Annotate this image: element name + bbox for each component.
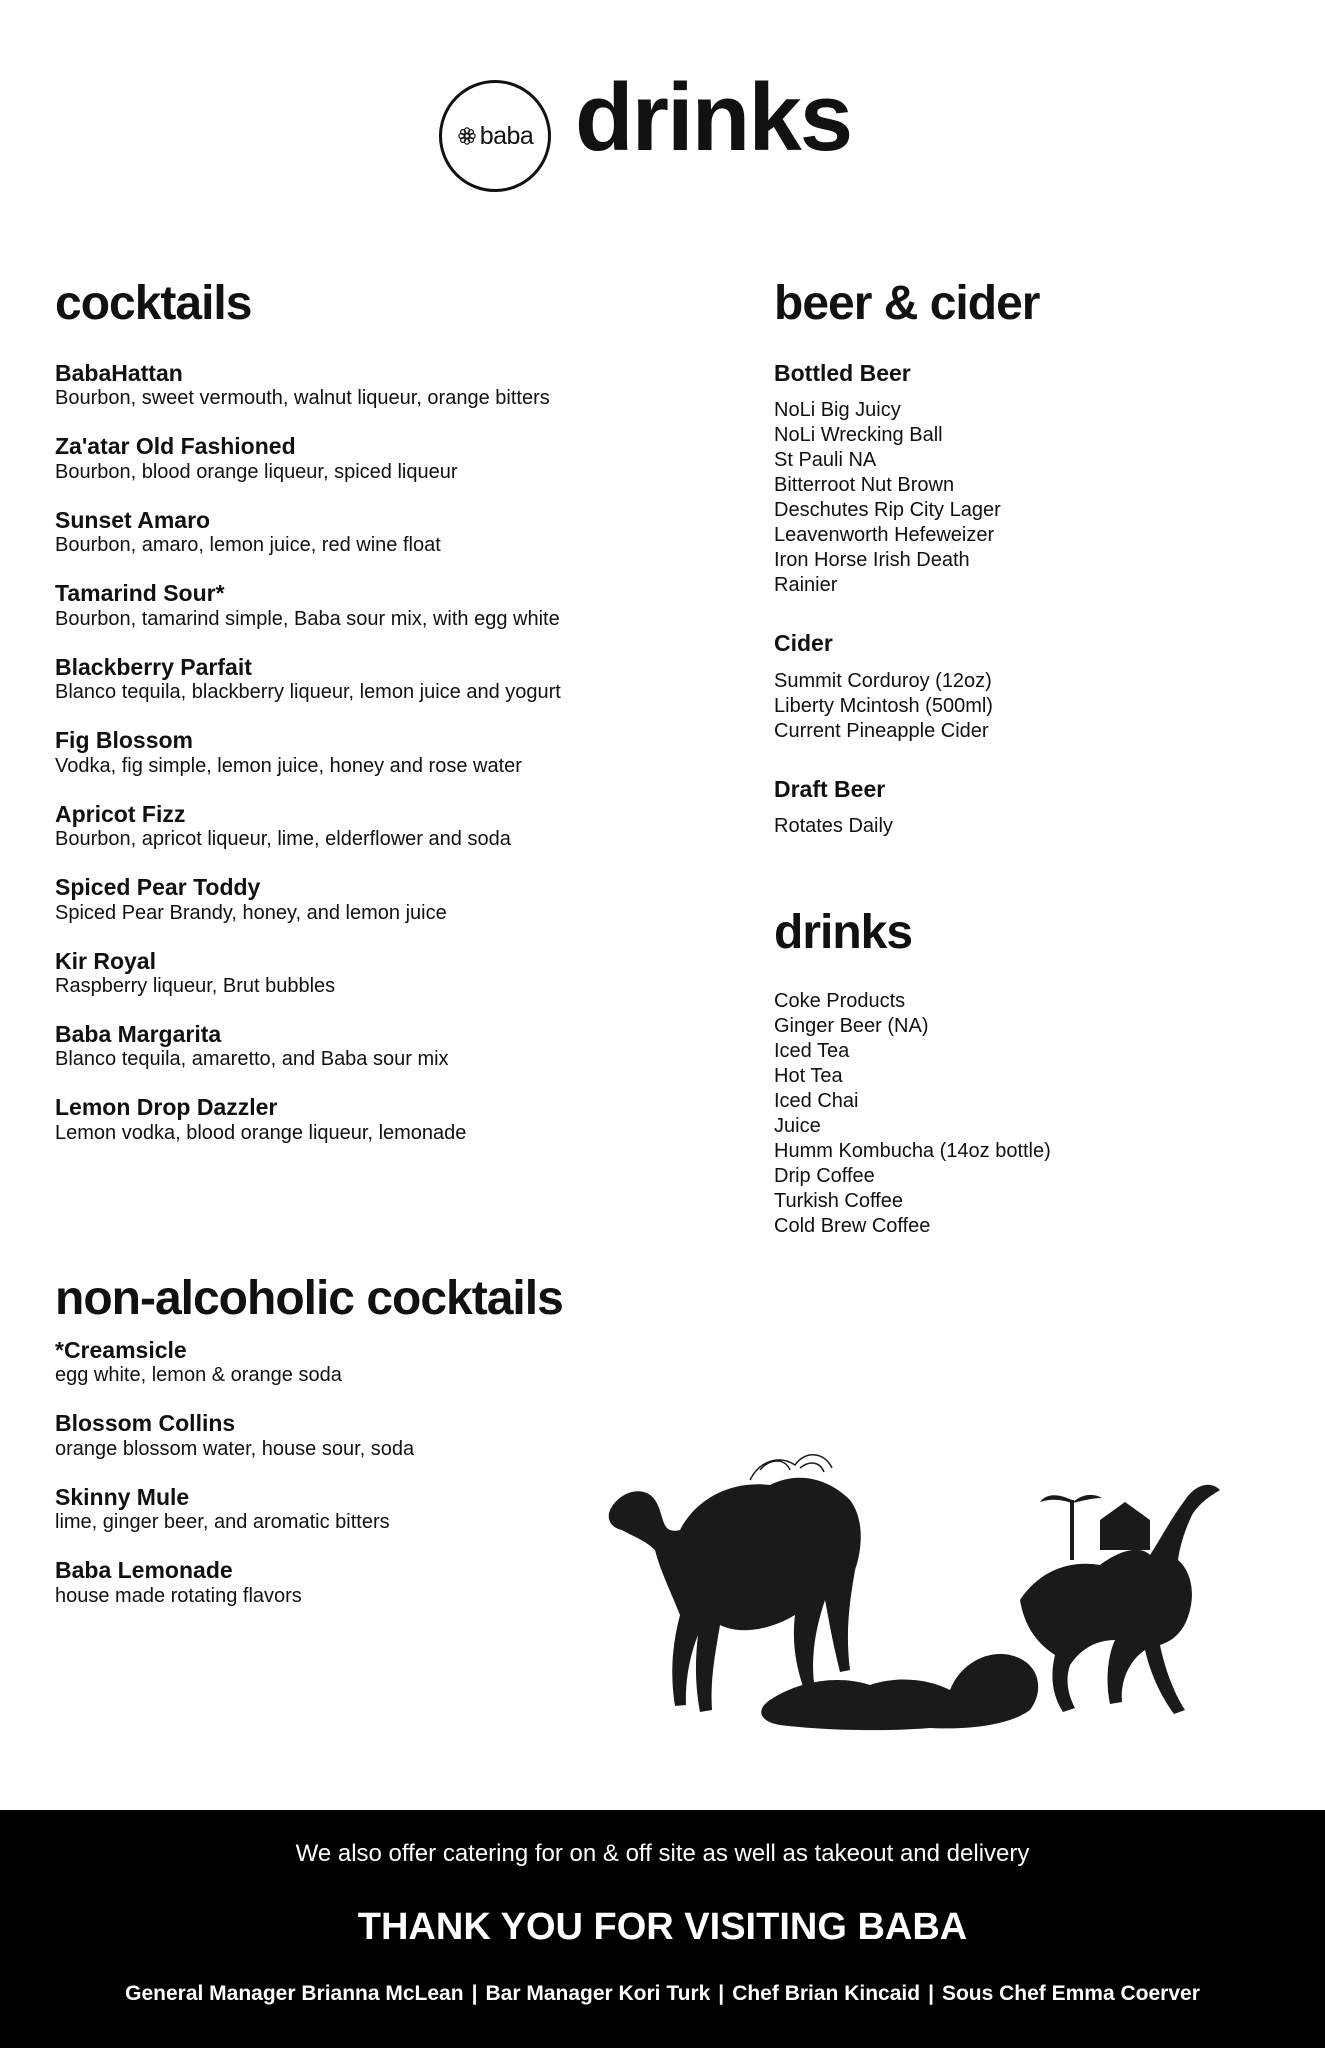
menu-item-description: Bourbon, apricot liqueur, lime, elderflower and soda <box>55 828 511 851</box>
staff-credits <box>0 1982 1325 2006</box>
menu-item-name: Tamarind Sour* <box>55 580 225 607</box>
header <box>0 64 1325 210</box>
menu-item-name: Apricot Fizz <box>55 800 186 827</box>
menu-item-name: Fig Blossom <box>55 727 194 754</box>
drinks-list <box>774 989 1274 1239</box>
cocktail-list <box>55 360 695 1146</box>
menu-item-name: Lemon Drop Dazzler <box>55 1094 278 1121</box>
menu-item <box>55 1410 695 1461</box>
menu-item <box>55 727 695 778</box>
bottled-beer-item: NoLi Big Juicy <box>774 399 901 422</box>
cider-heading: Cider <box>774 630 833 657</box>
menu-item-name: Kir Royal <box>55 947 156 974</box>
cider-item: Liberty Mcintosh (500ml) <box>774 694 993 717</box>
drink-item: Hot Tea <box>774 1065 843 1088</box>
draft-beer-item: Rotates Daily <box>774 815 893 838</box>
separator: | <box>471 1982 478 2005</box>
drink-item: Turkish Coffee <box>774 1190 903 1213</box>
page-title: drinks <box>575 64 852 171</box>
menu-item <box>55 433 695 484</box>
menu-item-description: house made rotating flavors <box>55 1584 302 1607</box>
drink-item: Cold Brew Coffee <box>774 1215 931 1238</box>
staff-credit: Chef Brian Kincaid <box>732 1982 921 2005</box>
menu-item <box>55 654 695 705</box>
beer-cider-title: beer & cider <box>774 277 1040 330</box>
menu-item <box>55 874 695 925</box>
menu-item-name: Za'atar Old Fashioned <box>55 433 296 460</box>
bottled-beer-item: Deschutes Rip City Lager <box>774 499 1001 522</box>
logo-text: baba <box>479 121 534 150</box>
separator: | <box>928 1982 934 2005</box>
drink-item: Juice <box>774 1115 821 1138</box>
menu-item <box>55 1094 695 1145</box>
draft-beer-block <box>774 776 1274 839</box>
menu-item-name: Baba Margarita <box>55 1020 222 1047</box>
menu-item-description: Bourbon, amaro, lemon juice, red wine float <box>55 534 441 557</box>
menu-item <box>55 948 695 999</box>
menu-item <box>55 507 695 558</box>
menu-item-name: Baba Lemonade <box>55 1557 233 1584</box>
menu-item <box>55 1021 695 1072</box>
bottled-beer-item: Rainier <box>774 574 838 597</box>
menu-item-description: lime, ginger beer, and aromatic bitters <box>55 1511 390 1534</box>
menu-item <box>55 1484 695 1535</box>
menu-item-name: Blackberry Parfait <box>55 653 252 680</box>
staff-credit: Bar Manager Kori Turk <box>485 1982 711 2005</box>
menu-item <box>55 801 695 852</box>
draft-beer-heading: Draft Beer <box>774 775 886 802</box>
bottled-beer-heading: Bottled Beer <box>774 360 911 386</box>
non-alcoholic-section <box>55 1272 695 1631</box>
cider-list <box>774 669 1274 744</box>
cider-block <box>774 630 1274 743</box>
cider-item: Summit Corduroy (12oz) <box>774 669 992 692</box>
menu-item-description: orange blossom water, house sour, soda <box>55 1437 415 1460</box>
menu-item-description: Blanco tequila, blackberry liqueur, lemon juice and yogurt <box>55 681 561 704</box>
non-alcoholic-title: non-alcoholic cocktails <box>55 1272 563 1325</box>
menu-item-description: Blanco tequila, amaretto, and Baba sour mix <box>55 1048 449 1071</box>
menu-item-description: Spiced Pear Brandy, honey, and lemon juice <box>55 901 447 924</box>
flower-icon <box>457 126 477 146</box>
menu-item-name: Sunset Amaro <box>55 506 211 533</box>
drink-item: Coke Products <box>774 990 906 1013</box>
menu-item-description: Bourbon, sweet vermouth, walnut liqueur, orange bitters <box>55 387 550 410</box>
menu-item <box>55 360 695 411</box>
menu-item-name: BabaHattan <box>55 360 183 386</box>
bottled-beer-list <box>774 398 1274 598</box>
drink-item: Drip Coffee <box>774 1165 875 1188</box>
separator: | <box>718 1982 725 2005</box>
menu-item-name: Spiced Pear Toddy <box>55 874 261 901</box>
menu-item-description: Vodka, fig simple, lemon juice, honey and rose water <box>55 754 522 777</box>
staff-credit: Sous Chef Emma Coerver <box>941 1982 1200 2005</box>
menu-item-description: Bourbon, blood orange liqueur, spiced liqueur <box>55 460 458 483</box>
menu-item-description: Bourbon, tamarind simple, Baba sour mix, with egg white <box>55 607 560 630</box>
bottled-beer-item: St Pauli NA <box>774 449 877 472</box>
footer <box>0 1810 1325 2048</box>
cocktails-section <box>55 277 695 1168</box>
catering-note: We also offer catering for on & off site as well as takeout and delivery <box>295 1840 1030 1867</box>
baba-logo <box>439 80 551 192</box>
bottled-beer-block <box>774 360 1274 598</box>
bottled-beer-item: Iron Horse Irish Death <box>774 549 970 572</box>
drink-item: Iced Chai <box>774 1090 859 1113</box>
animals-illustration <box>600 1440 1250 1750</box>
thank-you-message: THANK YOU FOR VISITING BABA <box>357 1906 968 1948</box>
cider-item: Current Pineapple Cider <box>774 719 989 742</box>
bottled-beer-item: Bitterroot Nut Brown <box>774 474 955 497</box>
drink-item: Iced Tea <box>774 1040 850 1063</box>
drink-item: Ginger Beer (NA) <box>774 1015 929 1038</box>
menu-item-name: *Creamsicle <box>55 1337 187 1363</box>
cocktails-title: cocktails <box>55 277 252 330</box>
non-alcoholic-list <box>55 1337 695 1609</box>
menu-item-description: Raspberry liqueur, Brut bubbles <box>55 974 336 997</box>
menu-item-name: Blossom Collins <box>55 1410 236 1437</box>
drinks-title: drinks <box>774 906 913 960</box>
beer-cider-section <box>774 277 1274 1239</box>
menu-item <box>55 580 695 631</box>
menu-item-description: Lemon vodka, blood orange liqueur, lemonade <box>55 1121 467 1144</box>
bottled-beer-item: NoLi Wrecking Ball <box>774 424 943 447</box>
menu-item-name: Skinny Mule <box>55 1483 190 1510</box>
draft-beer-list <box>774 814 1274 839</box>
drink-item: Humm Kombucha (14oz bottle) <box>774 1140 1051 1163</box>
staff-credit: General Manager Brianna McLean <box>125 1982 464 2005</box>
menu-item-description: egg white, lemon & orange soda <box>55 1364 342 1387</box>
bottled-beer-item: Leavenworth Hefeweizer <box>774 524 995 547</box>
menu-item <box>55 1337 695 1388</box>
menu-item <box>55 1557 695 1608</box>
